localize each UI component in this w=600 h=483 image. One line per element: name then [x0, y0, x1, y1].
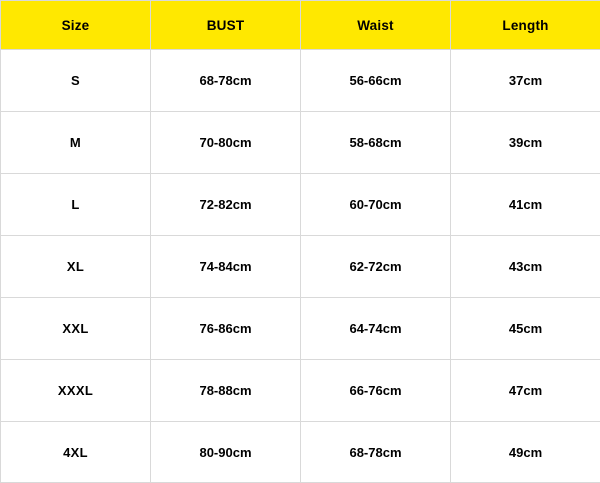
column-header-size: Size — [1, 1, 151, 50]
cell-waist: 60-70cm — [301, 174, 451, 236]
table-row — [1, 50, 600, 112]
cell-size: XXL — [1, 298, 151, 360]
cell-size: M — [1, 112, 151, 174]
cell-bust: 74-84cm — [151, 236, 301, 298]
cell-bust: 80-90cm — [151, 422, 301, 483]
cell-size: L — [1, 174, 151, 236]
table-header — [1, 1, 600, 50]
cell-length: 47cm — [451, 360, 600, 422]
cell-length: 45cm — [451, 298, 600, 360]
cell-size: XL — [1, 236, 151, 298]
table-row — [1, 360, 600, 422]
cell-size: S — [1, 50, 151, 112]
cell-bust: 78-88cm — [151, 360, 301, 422]
cell-waist: 58-68cm — [301, 112, 451, 174]
cell-bust: 68-78cm — [151, 50, 301, 112]
table-row — [1, 174, 600, 236]
table-row — [1, 112, 600, 174]
table-row — [1, 298, 600, 360]
cell-length: 39cm — [451, 112, 600, 174]
cell-length: 43cm — [451, 236, 600, 298]
column-header-length: Length — [451, 1, 600, 50]
cell-length: 37cm — [451, 50, 600, 112]
cell-size: 4XL — [1, 422, 151, 483]
cell-waist: 62-72cm — [301, 236, 451, 298]
table-row — [1, 236, 600, 298]
table-header-row — [1, 1, 600, 50]
cell-waist: 56-66cm — [301, 50, 451, 112]
cell-size: XXXL — [1, 360, 151, 422]
cell-bust: 72-82cm — [151, 174, 301, 236]
cell-bust: 70-80cm — [151, 112, 301, 174]
cell-waist: 64-74cm — [301, 298, 451, 360]
cell-length: 41cm — [451, 174, 600, 236]
cell-waist: 66-76cm — [301, 360, 451, 422]
column-header-waist: Waist — [301, 1, 451, 50]
cell-bust: 76-86cm — [151, 298, 301, 360]
cell-length: 49cm — [451, 422, 600, 483]
table-row — [1, 422, 600, 483]
cell-waist: 68-78cm — [301, 422, 451, 483]
table-body — [1, 50, 600, 483]
column-header-bust: BUST — [151, 1, 301, 50]
